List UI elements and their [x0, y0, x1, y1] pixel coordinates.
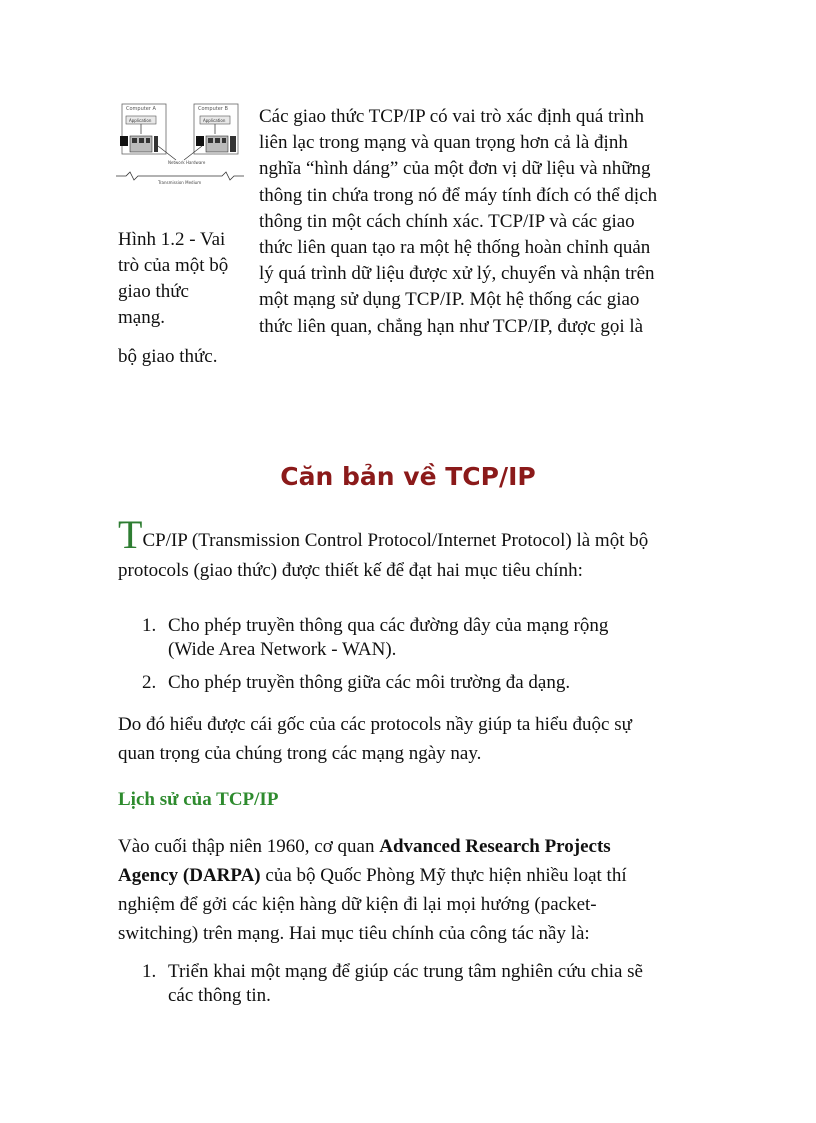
- list-number: 2.: [142, 672, 157, 693]
- intro-continuation: bộ giao thức.: [118, 346, 218, 367]
- transmission-label: Transmission Medium: [158, 180, 202, 185]
- history-paragraph: [118, 832, 708, 948]
- computer-a-label: Computer A: [126, 106, 156, 112]
- intro-paragraph: [259, 104, 699, 340]
- list-item-line: Cho phép truyền thông qua các đường dây của mạng rộng: [168, 615, 609, 636]
- intro-line: liên lạc trong mạng và quan trọng hơn cả là định: [259, 132, 628, 154]
- app-b-label: Application: [203, 118, 226, 123]
- lead-line: protocols (giao thức) được thiết kế để đạt hai mục tiêu chính:: [118, 560, 583, 581]
- paragraph-line: quan trọng của chúng trong các mạng ngày nay.: [118, 743, 482, 764]
- list-number: 1.: [142, 615, 157, 636]
- caption-line: trò của một bộ: [118, 255, 229, 276]
- lead-line-rest: CP/IP (Transmission Control Protocol/Internet Protocol) là một bộ: [142, 530, 649, 551]
- intro-line: lý quá trình dữ liệu được xử lý, chuyển và nhận trên: [259, 263, 655, 285]
- list-number: 1.: [142, 961, 157, 982]
- paragraph-line: nghiệm để gởi các kiện hàng dữ kiện đi lại mọi hướng (packet-: [118, 894, 597, 915]
- text-run: của bộ Quốc Phòng Mỹ thực hiện nhiều loạt thí: [260, 865, 627, 886]
- paragraph-line: [118, 861, 708, 890]
- list-item: [142, 960, 702, 1008]
- intro-line: Các giao thức TCP/IP có vai trò xác định quá trình: [259, 106, 644, 127]
- lead-line: [118, 512, 708, 557]
- list-item: [142, 614, 702, 662]
- list-item-line: Cho phép truyền thông giữa các môi trường đa dạng.: [168, 672, 571, 693]
- intro-line: thức liên quan, chẳng hạn như TCP/IP, được gọi là: [259, 315, 644, 337]
- network-diagram-image: [116, 100, 244, 188]
- computer-b-label: Computer B: [198, 106, 228, 112]
- lead-paragraph: [118, 512, 708, 586]
- intro-line: thông tin một cách chính xác. TCP/IP và các giao: [259, 210, 635, 232]
- goals-list: [142, 614, 702, 704]
- section-title: Căn bản về TCP/IP: [280, 462, 536, 491]
- caption-line: mạng.: [118, 307, 165, 328]
- list-item: [142, 671, 702, 695]
- agency-name-bold: Advanced Research Projects: [379, 836, 611, 857]
- paragraph-line: Do đó hiểu được cái gốc của các protocols nầy giúp ta hiểu đuộc sự: [118, 714, 632, 735]
- text-run: Vào cuối thập niên 1960, cơ quan: [118, 836, 380, 857]
- list-item-line: các thông tin.: [168, 985, 271, 1006]
- intro-line: thức liên quan tạo ra một hệ thống hoàn chỉnh quản: [259, 237, 651, 259]
- app-a-label: Application: [129, 118, 152, 123]
- network-label: Network Hardware: [168, 160, 206, 165]
- drop-cap: T: [118, 512, 143, 557]
- paragraph-line: switching) trên mạng. Hai mục tiêu chính của công tác nầy là:: [118, 923, 590, 944]
- history-goals-list: [142, 960, 702, 1017]
- importance-paragraph: [118, 710, 708, 768]
- paragraph-line: [118, 832, 708, 861]
- intro-line: thông tin chứa trong nó để máy tính đích có thể dịch: [259, 184, 658, 206]
- agency-abbrev-bold: Agency (DARPA): [118, 865, 261, 886]
- list-item-line: (Wide Area Network - WAN).: [168, 639, 397, 660]
- intro-line: một mạng sử dụng TCP/IP. Một hệ thống các giao: [259, 289, 640, 311]
- history-heading: Lịch sử của TCP/IP: [118, 789, 279, 810]
- figure-caption: [118, 227, 248, 331]
- intro-line: nghĩa “hình dáng” của một đơn vị dữ liệu và những: [259, 158, 651, 180]
- protocol-role-figure: [116, 100, 244, 188]
- list-item-line: Triển khai một mạng để giúp các trung tâm nghiên cứu chia sẽ: [168, 961, 643, 982]
- caption-line: Hình 1.2 - Vai: [118, 229, 226, 250]
- caption-line: giao thức: [118, 281, 189, 302]
